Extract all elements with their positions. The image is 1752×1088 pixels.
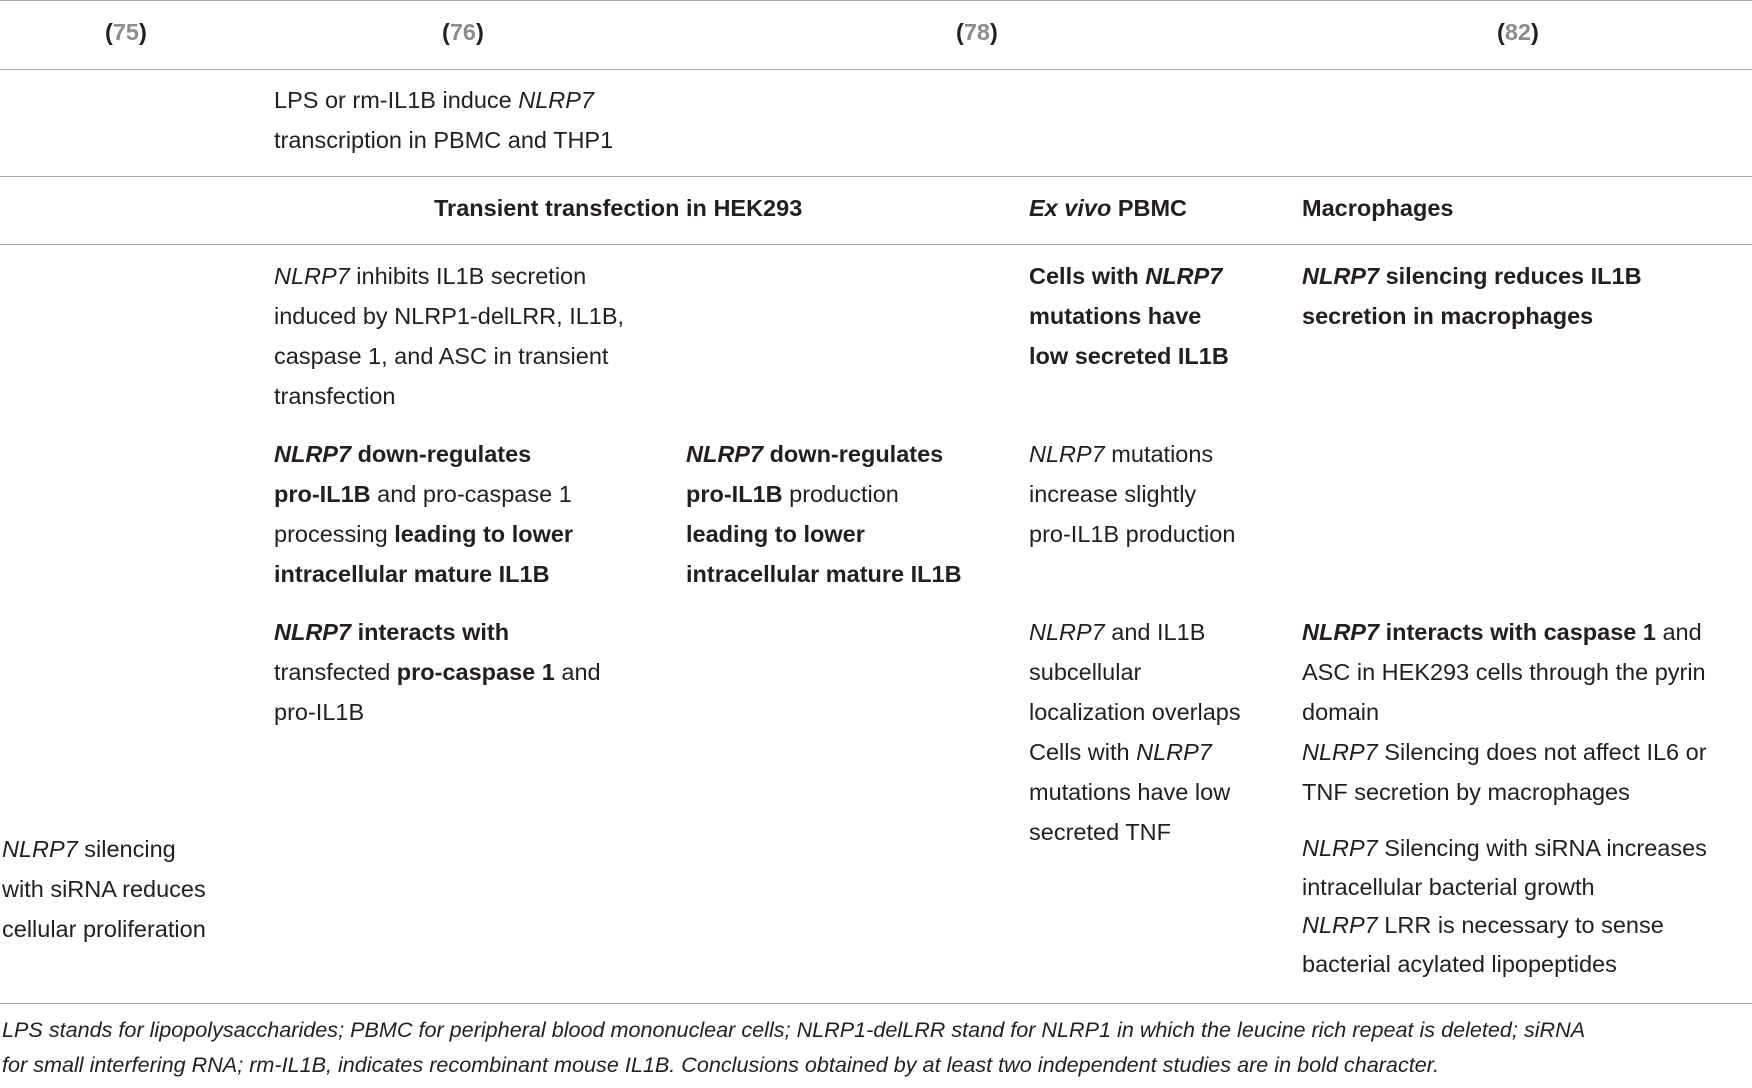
ref-78-number: 78 xyxy=(963,19,990,45)
text: inhibits IL1B secretion xyxy=(349,263,587,289)
bold-text: interacts with caspase 1 xyxy=(1379,619,1656,645)
text: silencing reduces IL1B xyxy=(1379,263,1642,289)
cell-line: subcellular xyxy=(1029,659,1142,685)
cell-secretion-78 xyxy=(1029,256,1229,376)
cell-line: secretion in macrophages xyxy=(1302,303,1594,329)
bold-text: pro-IL1B xyxy=(274,481,371,507)
gene-name: NLRP7 xyxy=(1302,835,1378,861)
gene-name: NLRP7 xyxy=(274,619,352,645)
table-footnote xyxy=(2,1012,1752,1082)
header-macrophages: Macrophages xyxy=(1302,195,1454,221)
cell-line: with siRNA reduces xyxy=(2,876,206,902)
cell-line: leading to lower xyxy=(686,521,865,547)
footnote-line: LPS stands for lipopolysaccharides; PBMC for peripheral blood mononuclear cells; NLRP1-delLRR stand for NLRP1 in which the leucine rich repeat is deleted; siRNA xyxy=(2,1017,1586,1042)
gene-name: NLRP7 xyxy=(1029,619,1105,645)
cell-line xyxy=(274,652,601,692)
cell-line: pro-IL1B xyxy=(274,699,365,725)
bold-text: pro-IL1B xyxy=(686,481,783,507)
cell-line: transcription in PBMC and THP1 xyxy=(274,127,614,153)
gene-name: NLRP7 xyxy=(518,87,595,113)
text: and xyxy=(554,659,601,685)
ref-75-number: 75 xyxy=(112,19,139,45)
gene-name: NLRP7 xyxy=(1302,739,1378,765)
cell-line xyxy=(274,80,613,120)
cell-line: transfection xyxy=(274,383,396,409)
text: down-regulates xyxy=(763,441,944,467)
cell-line: cellular proliferation xyxy=(2,916,206,942)
text: LRR is necessary to sense xyxy=(1377,912,1664,938)
cell-line xyxy=(1302,906,1707,945)
cell-line: ASC in HEK293 cells through the pyrin xyxy=(1302,659,1706,685)
cell-line: low secreted IL1B xyxy=(1029,343,1229,369)
cell-bacterial-82 xyxy=(1302,829,1707,983)
text: production xyxy=(782,481,899,507)
cell-line xyxy=(274,514,573,554)
text: transfected xyxy=(274,659,397,685)
cell-line xyxy=(1302,612,1707,652)
text: and IL1B xyxy=(1104,619,1206,645)
cell-line: intracellular mature IL1B xyxy=(274,561,550,587)
cell-proliferation-75 xyxy=(2,829,206,949)
gene-name: NLRP7 xyxy=(274,263,350,289)
gene-name: NLRP7 xyxy=(686,441,764,467)
gene-name: NLRP7 xyxy=(274,441,352,467)
ref-76: (76) xyxy=(442,19,484,45)
gene-name: NLRP7 xyxy=(1302,263,1380,289)
gene-name: NLRP7 xyxy=(1145,263,1223,289)
cell-line xyxy=(1302,732,1707,772)
cell-line xyxy=(1029,256,1229,296)
header-exvivo-italic: Ex vivo xyxy=(1029,195,1112,221)
cell-line: induced by NLRP1-delLRR, IL1B, xyxy=(274,303,625,329)
bold-text: leading to lower xyxy=(394,521,574,547)
cell-line xyxy=(686,434,962,474)
header-exvivo-rest: PBMC xyxy=(1111,195,1188,221)
rule-table-bottom xyxy=(0,1003,1752,1004)
cell-processing-78 xyxy=(1029,434,1235,554)
gene-name: NLRP7 xyxy=(1136,739,1212,765)
footnote-line: for small interfering RNA; rm-IL1B, indicates recombinant mouse IL1B. Conclusions obtained by at least two independent studies are in bold character. xyxy=(2,1052,1440,1077)
cell-line xyxy=(686,474,962,514)
cell-line xyxy=(274,474,573,514)
top-rule xyxy=(0,0,1752,1)
text: silencing xyxy=(77,836,176,862)
text: down-regulates xyxy=(351,441,532,467)
cell-line: TNF secretion by macrophages xyxy=(1302,779,1630,805)
gene-name: NLRP7 xyxy=(1029,441,1105,467)
text: Silencing with siRNA increases xyxy=(1377,835,1707,861)
header-exvivo-pbmc xyxy=(1029,188,1187,228)
gene-name: NLRP7 xyxy=(1302,912,1378,938)
cell-interaction-76 xyxy=(274,612,601,732)
cell-line xyxy=(274,256,624,296)
ref-75: (75) xyxy=(105,19,147,45)
cell-line: domain xyxy=(1302,699,1380,725)
cell-line xyxy=(1302,829,1707,868)
cell-secretion-76 xyxy=(274,256,624,416)
cell-line: intracellular mature IL1B xyxy=(686,561,962,587)
gene-name: NLRP7 xyxy=(1302,619,1380,645)
rule-after-refs xyxy=(0,69,1752,70)
cell-line xyxy=(274,612,601,652)
cell-transcription-76 xyxy=(274,80,613,160)
text: Silencing does not affect IL6 or xyxy=(1377,739,1707,765)
cell-line xyxy=(2,829,206,869)
ref-82-number: 82 xyxy=(1504,19,1531,45)
cell-line xyxy=(274,434,573,474)
cell-line: mutations have xyxy=(1029,303,1202,329)
rule-after-headers xyxy=(0,244,1752,245)
cell-line: secreted TNF xyxy=(1029,819,1171,845)
cell-line xyxy=(1302,256,1642,296)
cell-interaction-78 xyxy=(1029,612,1241,852)
cell-line: bacterial acylated lipopeptides xyxy=(1302,950,1617,977)
text: and xyxy=(1655,619,1702,645)
text: processing xyxy=(274,521,395,547)
text: mutations xyxy=(1104,441,1214,467)
cell-line xyxy=(1029,434,1235,474)
gene-name: NLRP7 xyxy=(2,836,78,862)
cell-processing-77 xyxy=(686,434,962,594)
cell-line: mutations have low xyxy=(1029,779,1231,805)
cell-line xyxy=(1029,732,1241,772)
text: interacts with xyxy=(351,619,510,645)
cell-line: pro-IL1B production xyxy=(1029,521,1236,547)
cell-line: caspase 1, and ASC in transient xyxy=(274,343,609,369)
text: Cells with xyxy=(1029,263,1146,289)
cell-processing-76 xyxy=(274,434,573,594)
cell-interaction-82 xyxy=(1302,612,1707,812)
cell-secretion-82 xyxy=(1302,256,1642,336)
header-hek293: Transient transfection in HEK293 xyxy=(434,195,803,221)
cell-line xyxy=(1029,612,1241,652)
ref-76-number: 76 xyxy=(449,19,476,45)
text: LPS or rm-IL1B induce xyxy=(274,87,519,113)
cell-line: increase slightly xyxy=(1029,481,1197,507)
bold-text: pro-caspase 1 xyxy=(396,659,555,685)
rule-after-transcription xyxy=(0,176,1752,177)
text: and pro-caspase 1 xyxy=(370,481,572,507)
ref-78: (78) xyxy=(956,19,998,45)
cell-line: localization overlaps xyxy=(1029,699,1241,725)
text: Cells with xyxy=(1029,739,1137,765)
ref-82: (82) xyxy=(1497,19,1539,45)
cell-line: intracellular bacterial growth xyxy=(1302,873,1595,900)
